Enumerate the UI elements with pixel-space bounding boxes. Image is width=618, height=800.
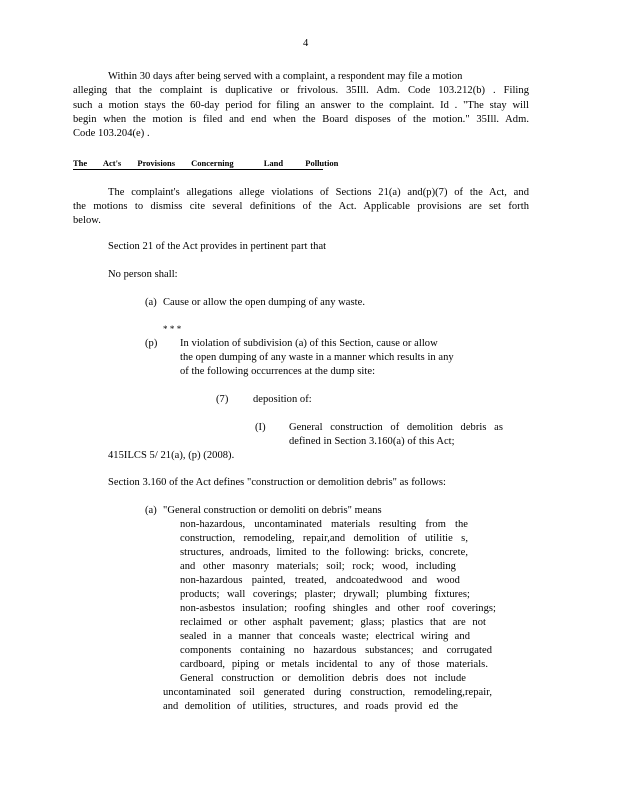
definition-line: sealed in a manner that conceals waste; electrical wiring and — [180, 631, 470, 642]
ellipsis-asterisks: * * * — [163, 324, 182, 334]
item-a-marker: (a) — [145, 297, 157, 308]
definition-line: components containing no hazardous substances; and corrugated — [180, 645, 492, 656]
item-i-line-2: defined in Section 3.160(a) of this Act; — [289, 436, 455, 447]
definition-line: construction, remodeling, repair,and demolition of utilitie s, — [180, 533, 468, 544]
heading-word: Concerning — [191, 158, 234, 168]
heading-word: Land — [263, 158, 284, 168]
para1-line-3: such a motion stays the 60-day period for filing an answer to the complaint. Id . "The stay will — [73, 100, 529, 111]
definition-line: structures, androads, limited to the following: bricks, concrete, — [180, 547, 468, 558]
item-a-text: Cause or allow the open dumping of any waste. — [163, 297, 365, 308]
para1-line-1: Within 30 days after being served with a complaint, a respondent may file a motion — [108, 71, 463, 82]
definition-cont-line: uncontaminated soil generated during construction, remodeling,repair, — [163, 687, 492, 698]
heading-word: Provisions — [137, 158, 176, 168]
heading-word: Pollution — [305, 158, 339, 168]
item-7-text: deposition of: — [253, 394, 312, 405]
definition-line: products; wall coverings; plaster; drywall; plumbing fixtures; — [180, 589, 470, 600]
definition-line: non-asbestos insulation; roofing shingles and other roof coverings; — [180, 603, 496, 614]
no-person-shall: No person shall: — [108, 269, 178, 280]
statute-citation: 415ILCS 5/ 21(a), (p) (2008). — [108, 450, 235, 461]
para2-line-3: below. — [73, 215, 101, 226]
section-heading — [73, 158, 352, 168]
item-7-marker: (7) — [216, 394, 229, 405]
definition-line: reclaimed or other asphalt pavement; glass; plastics that are not — [180, 617, 486, 628]
section21-intro: Section 21 of the Act provides in pertinent part that — [108, 241, 327, 252]
para1-line-5: Code 103.204(e) . — [73, 128, 150, 139]
heading-underline — [73, 169, 323, 170]
item-p-line-1: In violation of subdivision (a) of this Section, cause or allow — [180, 338, 438, 349]
definition-line: non-hazardous, uncontaminated materials resulting from the — [180, 519, 468, 530]
section3160-intro: Section 3.160 of the Act defines "construction or demolition debris" as follows: — [108, 477, 447, 488]
definition-cont-line: and demolition of utilities, structures, and roads provid ed the — [163, 701, 458, 712]
item-i-line-1: General construction of demolition debris as — [289, 422, 503, 433]
para1-line-2: alleging that the complaint is duplicative or frivolous. 35Ill. Adm. Code 103.212(b) . Filing — [73, 85, 529, 96]
para2-line-1: The complaint's allegations allege violations of Sections 21(a) and(p)(7) of the Act, and — [108, 187, 529, 198]
para1-line-4: begin when the motion is filed and end when the Board disposes of the motion." 35Ill. Adm. — [73, 114, 529, 125]
para2-line-2: the motions to dismiss cite several definitions of the Act. Applicable provisions are set forth — [73, 201, 529, 212]
page-number: 4 — [303, 38, 309, 49]
item-p-marker: (p) — [145, 338, 158, 349]
definition-marker: (a) — [145, 505, 157, 516]
definition-first-line: "General construction or demoliti on debris" means — [163, 505, 382, 516]
definition-line: non-hazardous painted, treated, andcoatedwood and wood — [180, 575, 460, 586]
heading-word: Act's — [102, 158, 122, 168]
definition-line: cardboard, piping or metals incidental to any of those materials. — [180, 659, 488, 670]
heading-word: The — [73, 158, 88, 168]
item-p-line-2: the open dumping of any waste in a manner which results in any — [180, 352, 454, 363]
definition-line: and other masonry materials; soil; rock; wood, including — [180, 561, 456, 572]
item-p-line-3: of the following occurrences at the dump site: — [180, 366, 376, 377]
item-i-marker: (I) — [255, 422, 266, 433]
definition-cont-line: General construction or demolition debris does not include — [180, 673, 466, 684]
